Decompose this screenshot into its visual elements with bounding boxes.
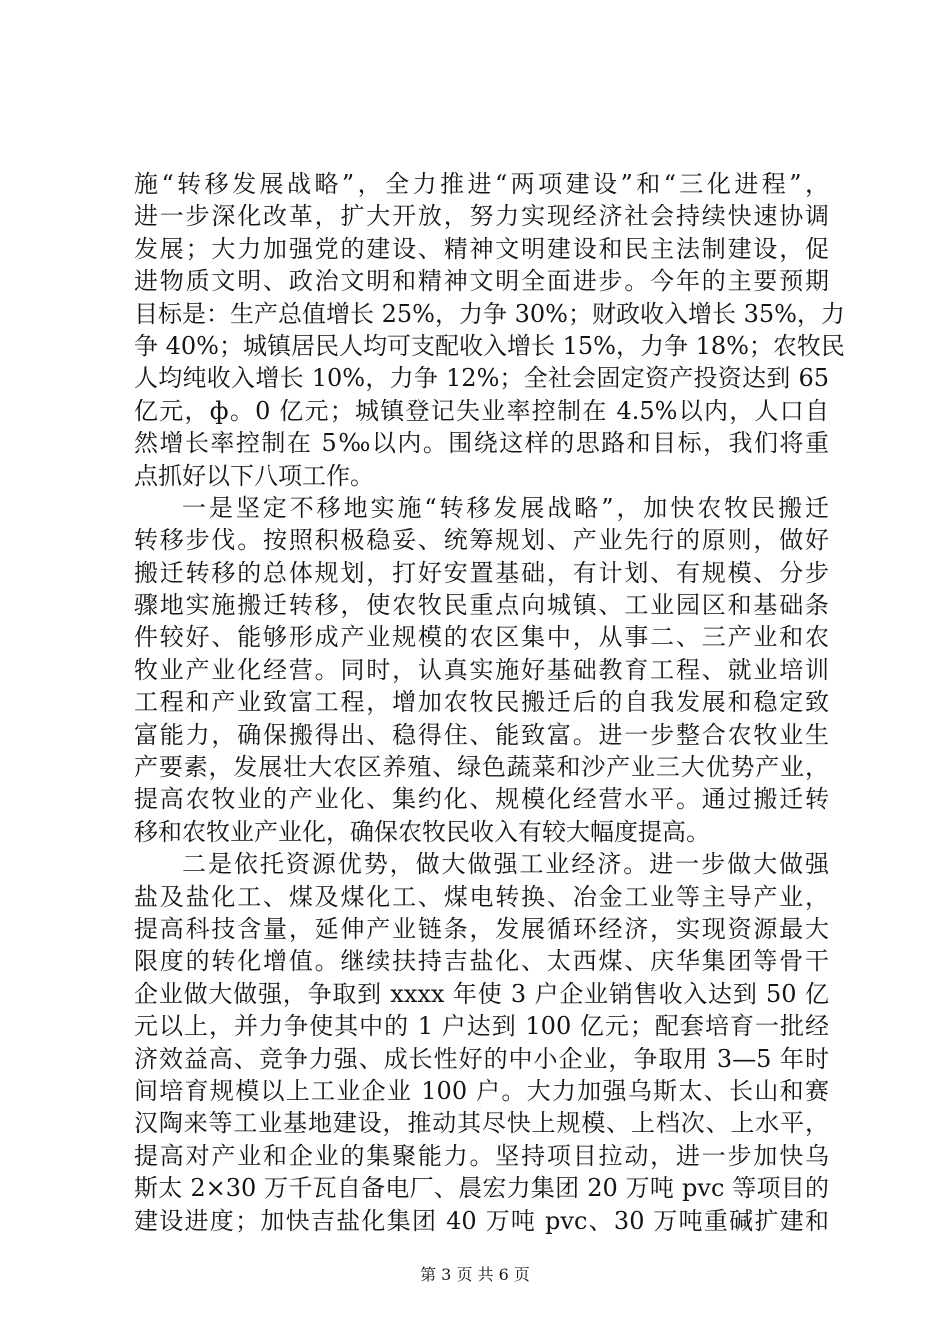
text-line: 亿元，ф。0 亿元；城镇登记失业率控制在 4.5%以内，人口自: [134, 396, 829, 425]
text-line: 富能力，确保搬得出、稳得住、能致富。进一步整合农牧业生: [134, 720, 829, 749]
text-line: 目标是：生产总值增长 25%，力争 30%；财政收入增长 35%，力: [134, 299, 845, 328]
text-line: 提高科技含量，延伸产业链条，发展循环经济，实现资源最大: [134, 914, 829, 943]
text-line: 企业做大做强，争取到 xxxx 年使 3 户企业销售收入达到 50 亿: [134, 979, 829, 1008]
text-line: 产要素，发展壮大农区养殖、绿色蔬菜和沙产业三大优势产业，: [134, 753, 829, 782]
text-line: 汉陶来等工业基地建设，推动其尽快上规模、上档次、上水平，: [134, 1109, 829, 1138]
text-line: 斯太 2×30 万千瓦自备电厂、晨宏力集团 20 万吨 pvc 等项目的: [134, 1174, 829, 1203]
text-line: 点抓好以下八项工作。: [134, 461, 374, 490]
text-line: 人均纯收入增长 10%，力争 12%；全社会固定资产投资达到 65: [134, 364, 829, 393]
body-text: [134, 168, 845, 1237]
text-line: 转移步伐。按照积极稳妥、统筹规划、产业先行的原则，做好: [134, 526, 829, 555]
text-line: 然增长率控制在 5‰以内。围绕这样的思路和目标，我们将重: [134, 429, 829, 458]
text-line: 建设进度；加快吉盐化集团 40 万吨 pvc、30 万吨重碱扩建和: [134, 1206, 829, 1235]
text-line: 元以上，并力争使其中的 1 户达到 100 亿元；配套培育一批经: [134, 1012, 829, 1041]
text-line: 搬迁转移的总体规划，打好安置基础，有计划、有规模、分步: [134, 558, 829, 587]
text-line: 骤地实施搬迁转移，使农牧民重点向城镇、工业园区和基础条: [134, 591, 829, 620]
text-line: 进一步深化改革，扩大开放，努力实现经济社会持续快速协调: [134, 202, 829, 231]
text-line: 件较好、能够形成产业规模的农区集中，从事二、三产业和农: [134, 623, 829, 652]
text-line: 发展；大力加强党的建设、精神文明建设和民主法制建设，促: [134, 234, 829, 263]
text-line: 进物质文明、政治文明和精神文明全面进步。今年的主要预期: [134, 267, 829, 296]
text-line: 盐及盐化工、煤及煤化工、煤电转换、冶金工业等主导产业，: [134, 882, 829, 911]
text-line: 工程和产业致富工程，增加农牧民搬迁后的自我发展和稳定致: [134, 688, 829, 717]
text-line: 施“转移发展战略”，全力推进“两项建设”和“三化进程”，: [134, 170, 829, 198]
text-line: 牧业产业化经营。同时，认真实施好基础教育工程、就业培训: [134, 655, 829, 684]
paragraph-first-line: 一是坚定不移地实施“转移发展战略”，加快农牧民搬迁: [182, 493, 829, 522]
text-line: 提高农牧业的产业化、集约化、规模化经营水平。通过搬迁转: [134, 785, 829, 814]
text-line: 限度的转化增值。继续扶持吉盐化、太西煤、庆华集团等骨干: [134, 947, 829, 976]
text-line: 移和农牧业产业化，确保农牧民收入有较大幅度提高。: [134, 817, 710, 846]
text-line: 间培育规模以上工业企业 100 户。大力加强乌斯太、长山和赛: [134, 1076, 829, 1105]
text-line: 济效益高、竞争力强、成长性好的中小企业，争取用 3—5 年时: [134, 1044, 829, 1073]
paragraph-first-line: 二是依托资源优势，做大做强工业经济。进一步做大做强: [182, 850, 829, 879]
text-line: 提高对产业和企业的集聚能力。坚持项目拉动，进一步加快乌: [134, 1141, 829, 1170]
page-number-footer: 第 3 页 共 6 页: [420, 1265, 530, 1284]
text-line: 争 40%；城镇居民人均可支配收入增长 15%，力争 18%；农牧民: [134, 331, 845, 360]
